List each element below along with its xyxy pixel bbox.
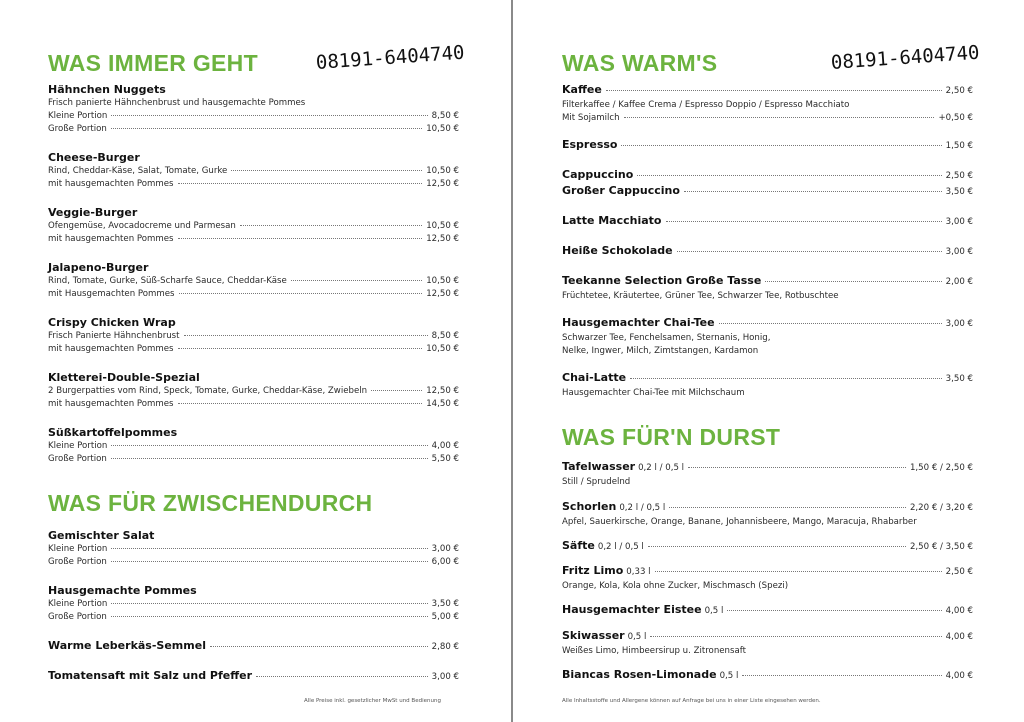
price-row-label: mit hausgemachten Pommes xyxy=(48,179,174,189)
menu-item-name: Kaffee xyxy=(562,83,602,96)
menu-item xyxy=(562,499,973,529)
menu-item xyxy=(562,82,973,125)
menu-item-description: Weißes Limo, Himbeersirup u. Zitronensaft xyxy=(562,646,746,656)
menu-item-header xyxy=(48,205,459,220)
menu-item-name: Hausgemachte Pommes xyxy=(48,584,197,597)
price-row-label: Große Portion xyxy=(48,454,107,464)
menu-item-price: 3,50 € xyxy=(945,374,973,384)
price-row-label: Frisch Panierte Hähnchenbrust xyxy=(48,331,180,341)
price-row xyxy=(48,288,459,301)
dot-leader xyxy=(669,507,906,508)
dot-leader xyxy=(719,323,942,324)
menu-item-description: Still / Sprudelnd xyxy=(562,477,631,487)
menu-item-name: Hausgemachter Chai-Tee xyxy=(562,316,715,329)
dot-leader xyxy=(684,191,942,192)
menu-item-name: Cappuccino xyxy=(562,168,634,181)
price-row xyxy=(48,178,459,191)
dot-leader xyxy=(666,221,942,222)
dot-leader xyxy=(371,390,422,391)
price-footnote: Alle Preise inkl. gesetzlicher MwSt und Bedienung xyxy=(304,698,441,704)
menu-item xyxy=(562,602,973,619)
price-row-label: Ofengemüse, Avocadocreme und Parmesan xyxy=(48,221,236,231)
menu-item-price: 3,00 € xyxy=(945,217,973,227)
price-row-price: 8,50 € xyxy=(431,331,459,341)
menu-item-price: 2,50 € / 3,50 € xyxy=(909,542,973,552)
price-row xyxy=(48,543,459,556)
dot-leader xyxy=(630,378,942,379)
menu-item-header xyxy=(562,167,973,184)
dot-leader xyxy=(637,175,941,176)
menu-item-price: 2,80 € xyxy=(431,642,459,652)
dot-leader xyxy=(178,183,423,184)
menu-item xyxy=(562,459,973,489)
dot-leader xyxy=(111,603,427,604)
menu-item xyxy=(48,583,459,624)
price-row-price: 12,50 € xyxy=(426,386,459,396)
menu-item-name: Säfte xyxy=(562,539,595,552)
menu-item-header xyxy=(48,638,459,655)
menu-item xyxy=(48,315,459,356)
menu-item xyxy=(562,370,973,400)
menu-item-name: Hausgemachter Eistee xyxy=(562,603,702,616)
price-row-price: 8,50 € xyxy=(431,111,459,121)
price-row xyxy=(48,110,459,123)
dot-leader xyxy=(178,348,423,349)
menu-item-name: Süßkartoffelpommes xyxy=(48,426,178,439)
menu-item-name: Cheese-Burger xyxy=(48,151,140,164)
price-row-label: Mit Sojamilch xyxy=(562,113,620,123)
price-row-price: 10,50 € xyxy=(426,276,459,286)
menu-item-description: Filterkaffee / Kaffee Crema / Espresso Doppio / Espresso Macchiato xyxy=(562,100,850,110)
menu-item-header xyxy=(562,243,973,260)
menu-item-header xyxy=(48,668,459,685)
price-row xyxy=(562,112,973,125)
dot-leader xyxy=(210,646,428,647)
menu-item-price: 4,00 € xyxy=(945,632,973,642)
dot-leader xyxy=(111,115,427,116)
menu-item-name: Gemischter Salat xyxy=(48,529,155,542)
price-row-price: 12,50 € xyxy=(426,179,459,189)
menu-item-header xyxy=(562,628,973,645)
menu-item-name: Tafelwasser xyxy=(562,460,636,473)
price-row-label: Kleine Portion xyxy=(48,599,108,609)
menu-item-name: Teekanne Selection Große Tasse xyxy=(562,274,762,287)
menu-item-header xyxy=(562,370,973,387)
dot-leader xyxy=(240,225,422,226)
menu-item-size: 0,33 l xyxy=(626,567,651,577)
menu-item-description: Orange, Kola, Kola ohne Zucker, Mischmasch (Spezi) xyxy=(562,581,789,591)
menu-item xyxy=(562,563,973,593)
menu-item-size: 0,5 l xyxy=(704,606,724,616)
menu-item-header xyxy=(48,150,459,165)
menu-item-price: 2,00 € xyxy=(945,277,973,287)
dot-leader xyxy=(111,616,428,617)
dot-leader xyxy=(765,281,941,282)
section-title-was-fuer-zwischendurch: WAS FÜR ZWISCHENDURCH xyxy=(48,490,373,516)
allergen-footnote: Alle Inhaltsstoffe und Allergene können auf Anfrage bei uns in einer Liste eingesehen werden. xyxy=(562,698,821,704)
menu-item-size: 0,5 l xyxy=(627,632,647,642)
price-row xyxy=(48,440,459,453)
menu-item-header xyxy=(562,563,973,580)
price-row-label: mit Hausgemachten Pommes xyxy=(48,289,175,299)
menu-item-name: Latte Macchiato xyxy=(562,214,662,227)
price-row xyxy=(48,385,459,398)
dot-leader xyxy=(111,458,428,459)
menu-item-size: 0,5 l xyxy=(719,671,739,681)
menu-item-size: 0,2 l / 0,5 l xyxy=(638,463,685,473)
menu-item-price: 3,50 € xyxy=(945,187,973,197)
phone-number: 08191-6404740 xyxy=(315,41,466,74)
dot-leader xyxy=(742,675,941,676)
dot-leader xyxy=(624,117,935,118)
price-row xyxy=(48,611,459,624)
menu-item-header xyxy=(562,82,973,99)
price-row-label: Rind, Cheddar-Käse, Salat, Tomate, Gurke xyxy=(48,166,228,176)
price-row xyxy=(48,330,459,343)
price-row-price: 3,50 € xyxy=(431,599,459,609)
menu-item xyxy=(562,628,973,658)
menu-item xyxy=(562,667,973,684)
price-row-price: 5,00 € xyxy=(431,612,459,622)
menu-item xyxy=(562,137,973,154)
price-row-price: 10,50 € xyxy=(426,124,459,134)
menu-item xyxy=(562,183,973,200)
dot-leader xyxy=(727,610,941,611)
menu-item-description: Schwarzer Tee, Fenchelsamen, Sternanis, Honig, xyxy=(562,333,771,343)
section-title-was-warms: WAS WARM'S xyxy=(562,50,718,76)
menu-item-name: Fritz Limo xyxy=(562,564,624,577)
dot-leader xyxy=(231,170,422,171)
menu-item-name: Biancas Rosen-Limonade xyxy=(562,668,717,681)
price-row-price: 14,50 € xyxy=(426,399,459,409)
menu-item-name: Hähnchen Nuggets xyxy=(48,83,166,96)
dot-leader xyxy=(648,546,906,547)
menu-item xyxy=(562,243,973,260)
price-row xyxy=(48,220,459,233)
menu-item xyxy=(48,370,459,411)
menu-item-name: Skiwasser xyxy=(562,629,625,642)
menu-item-price: 1,50 € / 2,50 € xyxy=(909,463,973,473)
menu-item xyxy=(48,150,459,191)
menu-item-name: Tomatensaft mit Salz und Pfeffer xyxy=(48,669,253,682)
menu-item-price: 4,00 € xyxy=(945,606,973,616)
dot-leader xyxy=(178,403,423,404)
menu-item-description: Hausgemachter Chai-Tee mit Milchschaum xyxy=(562,388,745,398)
price-row-price: 5,50 € xyxy=(431,454,459,464)
menu-item-name: Espresso xyxy=(562,138,618,151)
price-row-label: mit hausgemachten Pommes xyxy=(48,399,174,409)
menu-item xyxy=(562,315,973,358)
price-row xyxy=(48,123,459,136)
menu-item-price: 2,50 € xyxy=(945,171,973,181)
price-row xyxy=(48,275,459,288)
menu-item-name: Crispy Chicken Wrap xyxy=(48,316,176,329)
menu-item-header xyxy=(562,273,973,290)
menu-item-header xyxy=(562,137,973,154)
menu-item xyxy=(48,82,459,136)
price-row-label: mit hausgemachten Pommes xyxy=(48,344,174,354)
dot-leader xyxy=(111,445,427,446)
dot-leader xyxy=(179,293,423,294)
menu-item-header xyxy=(48,370,459,385)
price-row-price: 10,50 € xyxy=(426,344,459,354)
menu-item xyxy=(562,167,973,184)
menu-item xyxy=(562,538,973,555)
menu-item xyxy=(48,425,459,466)
menu-item-price: 4,00 € xyxy=(945,671,973,681)
dot-leader xyxy=(606,90,942,91)
menu-item-name: Warme Leberkäs-Semmel xyxy=(48,639,206,652)
menu-item-header xyxy=(562,499,973,516)
price-row-price: 6,00 € xyxy=(431,557,459,567)
menu-item-name: Jalapeno-Burger xyxy=(48,261,149,274)
menu-item-header xyxy=(48,425,459,440)
price-row-price: +0,50 € xyxy=(938,113,973,123)
menu-item-description: Früchtetee, Kräutertee, Grüner Tee, Schwarzer Tee, Rotbuschtee xyxy=(562,291,839,301)
menu-item xyxy=(48,668,459,685)
menu-item-header xyxy=(562,538,973,555)
dot-leader xyxy=(111,128,422,129)
price-row xyxy=(48,233,459,246)
menu-item-header xyxy=(48,315,459,330)
price-row-label: mit hausgemachten Pommes xyxy=(48,234,174,244)
price-row-price: 4,00 € xyxy=(431,441,459,451)
price-row-label: Große Portion xyxy=(48,557,107,567)
menu-item-size: 0,2 l / 0,5 l xyxy=(619,503,666,513)
price-row-label: Rind, Tomate, Gurke, Süß-Scharfe Sauce, Cheddar-Käse xyxy=(48,276,287,286)
menu-item-price: 3,00 € xyxy=(945,319,973,329)
price-row xyxy=(48,556,459,569)
menu-item-header xyxy=(48,260,459,275)
menu-item xyxy=(48,638,459,655)
price-row-price: 3,00 € xyxy=(431,544,459,554)
dot-leader xyxy=(184,335,428,336)
dot-leader xyxy=(291,280,422,281)
menu-item xyxy=(48,205,459,246)
menu-item-description: Nelke, Ingwer, Milch, Zimtstangen, Kardamon xyxy=(562,346,759,356)
dot-leader xyxy=(655,571,942,572)
menu-item xyxy=(562,213,973,230)
price-row xyxy=(48,453,459,466)
dot-leader xyxy=(688,467,906,468)
dot-leader xyxy=(677,251,942,252)
section-title-was-immer-geht: WAS IMMER GEHT xyxy=(48,50,258,76)
dot-leader xyxy=(111,548,427,549)
price-row-label: Kleine Portion xyxy=(48,544,108,554)
menu-item-header xyxy=(562,459,973,476)
dot-leader xyxy=(256,676,428,677)
menu-item-price: 2,20 € / 3,20 € xyxy=(909,503,973,513)
price-row-price: 12,50 € xyxy=(426,289,459,299)
menu-item-header xyxy=(562,183,973,200)
dot-leader xyxy=(621,145,941,146)
price-row-label: Kleine Portion xyxy=(48,441,108,451)
price-row-label: Große Portion xyxy=(48,612,107,622)
price-row xyxy=(48,165,459,178)
price-row-label: Kleine Portion xyxy=(48,111,108,121)
menu-item xyxy=(562,273,973,303)
menu-item-header xyxy=(48,583,459,598)
dot-leader xyxy=(111,561,428,562)
menu-item-name: Großer Cappuccino xyxy=(562,184,680,197)
menu-item-name: Chai-Latte xyxy=(562,371,627,384)
price-row xyxy=(48,398,459,411)
menu-item-header xyxy=(562,315,973,332)
price-row-label: 2 Burgerpatties vom Rind, Speck, Tomate, Gurke, Cheddar-Käse, Zwiebeln xyxy=(48,386,368,396)
price-row-price: 10,50 € xyxy=(426,166,459,176)
price-row xyxy=(48,343,459,356)
menu-item-name: Veggie-Burger xyxy=(48,206,138,219)
menu-item-header xyxy=(48,528,459,543)
menu-item xyxy=(48,260,459,301)
price-row-label: Große Portion xyxy=(48,124,107,134)
menu-item-size: 0,2 l / 0,5 l xyxy=(597,542,644,552)
menu-item-name: Heiße Schokolade xyxy=(562,244,673,257)
menu-item-price: 2,50 € xyxy=(945,567,973,577)
menu-item-price: 1,50 € xyxy=(945,141,973,151)
menu-item-header xyxy=(48,82,459,97)
menu-item-price: 3,00 € xyxy=(945,247,973,257)
menu-item-header xyxy=(562,667,973,684)
menu-item-name: Schorlen xyxy=(562,500,617,513)
price-row-price: 10,50 € xyxy=(426,221,459,231)
menu-item-description: Apfel, Sauerkirsche, Orange, Banane, Johannisbeere, Mango, Maracuja, Rhabarber xyxy=(562,517,917,527)
menu-item-price: 3,00 € xyxy=(431,672,459,682)
menu-item-name: Kletterei-Double-Spezial xyxy=(48,371,200,384)
menu-item xyxy=(48,528,459,569)
menu-item-header xyxy=(562,213,973,230)
menu-item-header xyxy=(562,602,973,619)
right-menu-page xyxy=(513,0,1024,722)
section-title-was-fuern-durst: WAS FÜR'N DURST xyxy=(562,424,781,450)
price-row xyxy=(48,598,459,611)
menu-item-description: Frisch panierte Hähnchenbrust und hausgemachte Pommes xyxy=(48,98,306,108)
dot-leader xyxy=(178,238,423,239)
phone-number: 08191-6404740 xyxy=(830,41,981,74)
price-row-price: 12,50 € xyxy=(426,234,459,244)
dot-leader xyxy=(650,636,941,637)
menu-item-price: 2,50 € xyxy=(945,86,973,96)
